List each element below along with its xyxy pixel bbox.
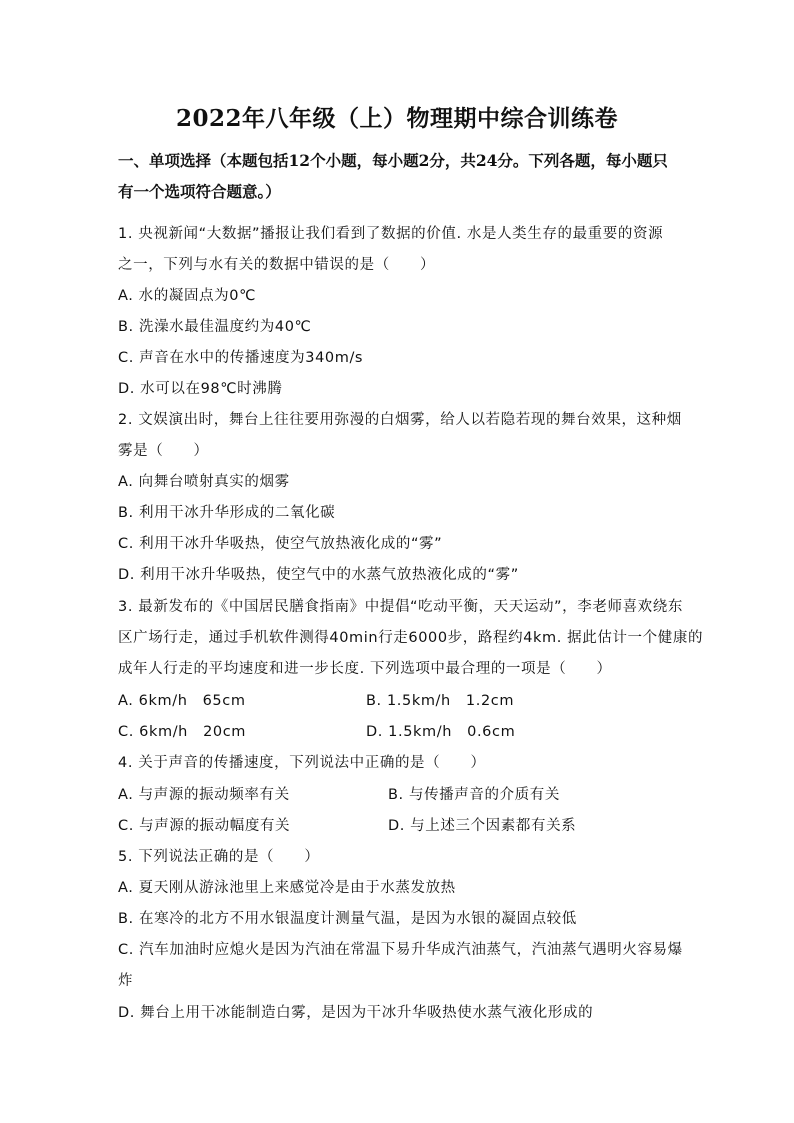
q5-option-d: D. 舞台上用干冰能制造白雾，是因为干冰升华吸热使水蒸气液化形成的 (118, 1005, 594, 1021)
q4-option-b: B. 与传播声音的介质有关 (388, 787, 560, 803)
q2-option-a: A. 向舞台喷射真实的烟雾 (118, 474, 290, 490)
q1-option-c: C. 声音在水中的传播速度为340m/s (118, 350, 364, 366)
q5-option-b: B. 在寒冷的北方不用水银温度计测量气温，是因为水银的凝固点较低 (118, 911, 577, 927)
q2-option-b: B. 利用干冰升华形成的二氧化碳 (118, 505, 336, 521)
q3-option-a: A. 6km/h 65cm (118, 693, 246, 709)
q1-option-b: B. 洗澡水最佳温度约为40℃ (118, 319, 312, 335)
q3-stem-line1: 3. 最新发布的《中国居民膳食指南》中提倡“吃动平衡，天天运动”，李老师喜欢绕东 (118, 599, 683, 615)
q3-option-d: D. 1.5km/h 0.6cm (366, 724, 516, 740)
q5-option-a: A. 夏天刚从游泳池里上来感觉冷是由于水蒸发放热 (118, 880, 456, 896)
section-heading: 一、单项选择（本题包括12个小题，每小题2分，共24分。下列各题，每小题只有一个选项符合题意。） (118, 151, 668, 201)
q3-option-c: C. 6km/h 20cm (118, 724, 247, 740)
q1-option-a: A. 水的凝固点为0℃ (118, 288, 256, 304)
q5-option-c-line2: 炸 (118, 973, 134, 989)
q5-option-c-line1: C. 汽车加油时应熄火是因为汽油在常温下易升华成汽油蒸气，汽油蒸气遇明火容易爆 (118, 942, 683, 958)
q2-option-c: C. 利用干冰升华吸热，使空气放热液化成的“雾” (118, 536, 443, 552)
q1-stem-line1: 1. 央视新闻“大数据”播报让我们看到了数据的价值. 水是人类生存的最重要的资源 (118, 226, 664, 242)
q1-stem-line2: 之一，下列与水有关的数据中错误的是（ ） (118, 257, 436, 273)
q1-option-d: D. 水可以在98℃时沸腾 (118, 381, 283, 397)
q2-option-d: D. 利用干冰升华吸热，使空气中的水蒸气放热液化成的“雾” (118, 567, 519, 583)
q4-option-a: A. 与声源的振动频率有关 (118, 787, 290, 803)
q4-option-d: D. 与上述三个因素都有关系 (388, 818, 577, 834)
q3-option-b: B. 1.5km/h 1.2cm (366, 693, 515, 709)
q2-stem-line2: 雾是（ ） (118, 443, 209, 459)
q4-option-c: C. 与声源的振动幅度有关 (118, 818, 291, 834)
q3-stem-line2: 区广场行走，通过手机软件测得40min行走6000步，路程约4km. 据此估计一个健康的 (118, 630, 704, 646)
q3-stem-line3: 成年人行走的平均速度和进一步长度. 下列选项中最合理的一项是（ ） (118, 661, 612, 677)
q5-stem: 5. 下列说法正确的是（ ） (118, 849, 320, 865)
q2-stem-line1: 2. 文娱演出时，舞台上往往要用弥漫的白烟雾，给人以若隐若现的舞台效果，这种烟 (118, 412, 682, 428)
page-title: 2022年八年级（上）物理期中综合训练卷 (175, 105, 618, 132)
q4-stem: 4. 关于声音的传播速度，下列说法中正确的是（ ） (118, 755, 486, 771)
